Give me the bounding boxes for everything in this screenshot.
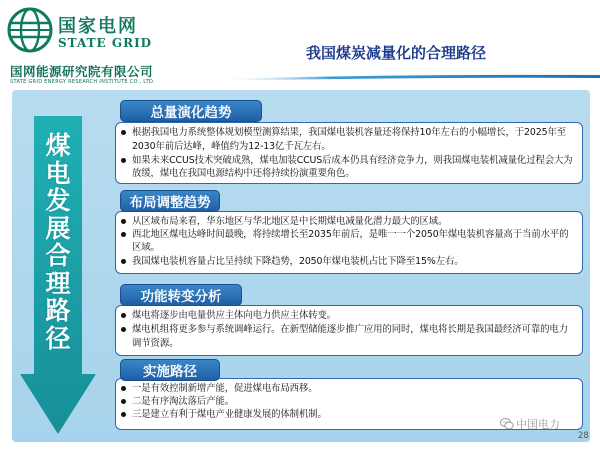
- header-divider: [215, 72, 600, 82]
- list-item: 煤电机组将更多参与系统调峰运行。在新型储能逐步推广应用的同时，煤电将长期是我国最经济可靠的电力调节资源。: [120, 323, 576, 351]
- side-title-char: 展: [45, 213, 71, 243]
- section-heading-implementation: 实施路径: [120, 359, 220, 381]
- side-title-char: 理: [45, 268, 71, 298]
- institute-chinese-name: 国网能源研究院有限公司: [10, 64, 154, 79]
- list-item: 煤电将逐步由电量供应主体向电力供应主体转变。: [120, 309, 576, 323]
- list-item: 从区域布局来看，华东地区与华北地区是中长期煤电减量化潜力最大的区域。: [120, 215, 576, 228]
- institute-english-name: STATE GRID ENERGY RESEARCH INSTITUTE CO., LTD.: [10, 79, 156, 85]
- section-heading-layout-trend: 布局调整趋势: [120, 190, 220, 212]
- section-heading-function-shift: 功能转变分析: [120, 284, 242, 306]
- logo-chinese-name: 国家电网: [58, 16, 138, 37]
- header-logo-area: [6, 6, 206, 86]
- side-vertical-title: [38, 132, 78, 352]
- list-item: 二是有序淘汰落后产能。: [120, 395, 576, 408]
- section-box-layout-trend: [115, 211, 583, 274]
- side-title-char: 电: [45, 158, 71, 188]
- section-heading-total-trend: 总量演化趋势: [120, 100, 262, 122]
- section-box-function-shift: [115, 305, 583, 356]
- watermark-text: 中国电力: [516, 418, 560, 431]
- list-item: 一是有效控制新增产能，促进煤电布局西移。: [120, 382, 576, 395]
- list-item: 如果未来CCUS技术突破成熟，煤电加装CCUS后成本仍具有经济竞争力，则我国煤电装机减量化过程会大为放缓，煤电在我国电源结构中还将持续扮演重要角色。: [120, 154, 576, 182]
- side-title-char: 径: [45, 323, 71, 353]
- logo-english-name: STATE GRID: [58, 36, 153, 50]
- section-box-total-trend: [115, 122, 583, 184]
- wechat-icon: [500, 417, 514, 431]
- list-item: 三是建立有利于煤电产业健康发展的体制机制。: [120, 408, 576, 421]
- state-grid-logo-icon: [6, 6, 54, 54]
- list-item: 西北地区煤电达峰时间最晚，将持续增长至2035年前后，是唯一一个2050年煤电装机容量高于当前水平的区域。: [120, 228, 576, 254]
- watermark: [500, 416, 560, 432]
- list-item: 我国煤电装机容量占比呈持续下降趋势，2050年煤电装机占比下降至15%左右。: [120, 255, 576, 268]
- side-title-char: 发: [45, 186, 71, 215]
- page-number: 28: [578, 431, 589, 441]
- slide-title: 我国煤炭减量化的合理路径: [306, 44, 487, 62]
- side-title-char: 煤: [45, 131, 71, 160]
- side-title-char: 路: [45, 296, 71, 325]
- list-item: 根据我国电力系统整体规划模型测算结果，我国煤电装机容量还将保持10年左右的小幅增长，于2025年至2030年前后达峰，峰值约为12-13亿千瓦左右。: [120, 126, 576, 154]
- side-title-char: 合: [45, 241, 71, 270]
